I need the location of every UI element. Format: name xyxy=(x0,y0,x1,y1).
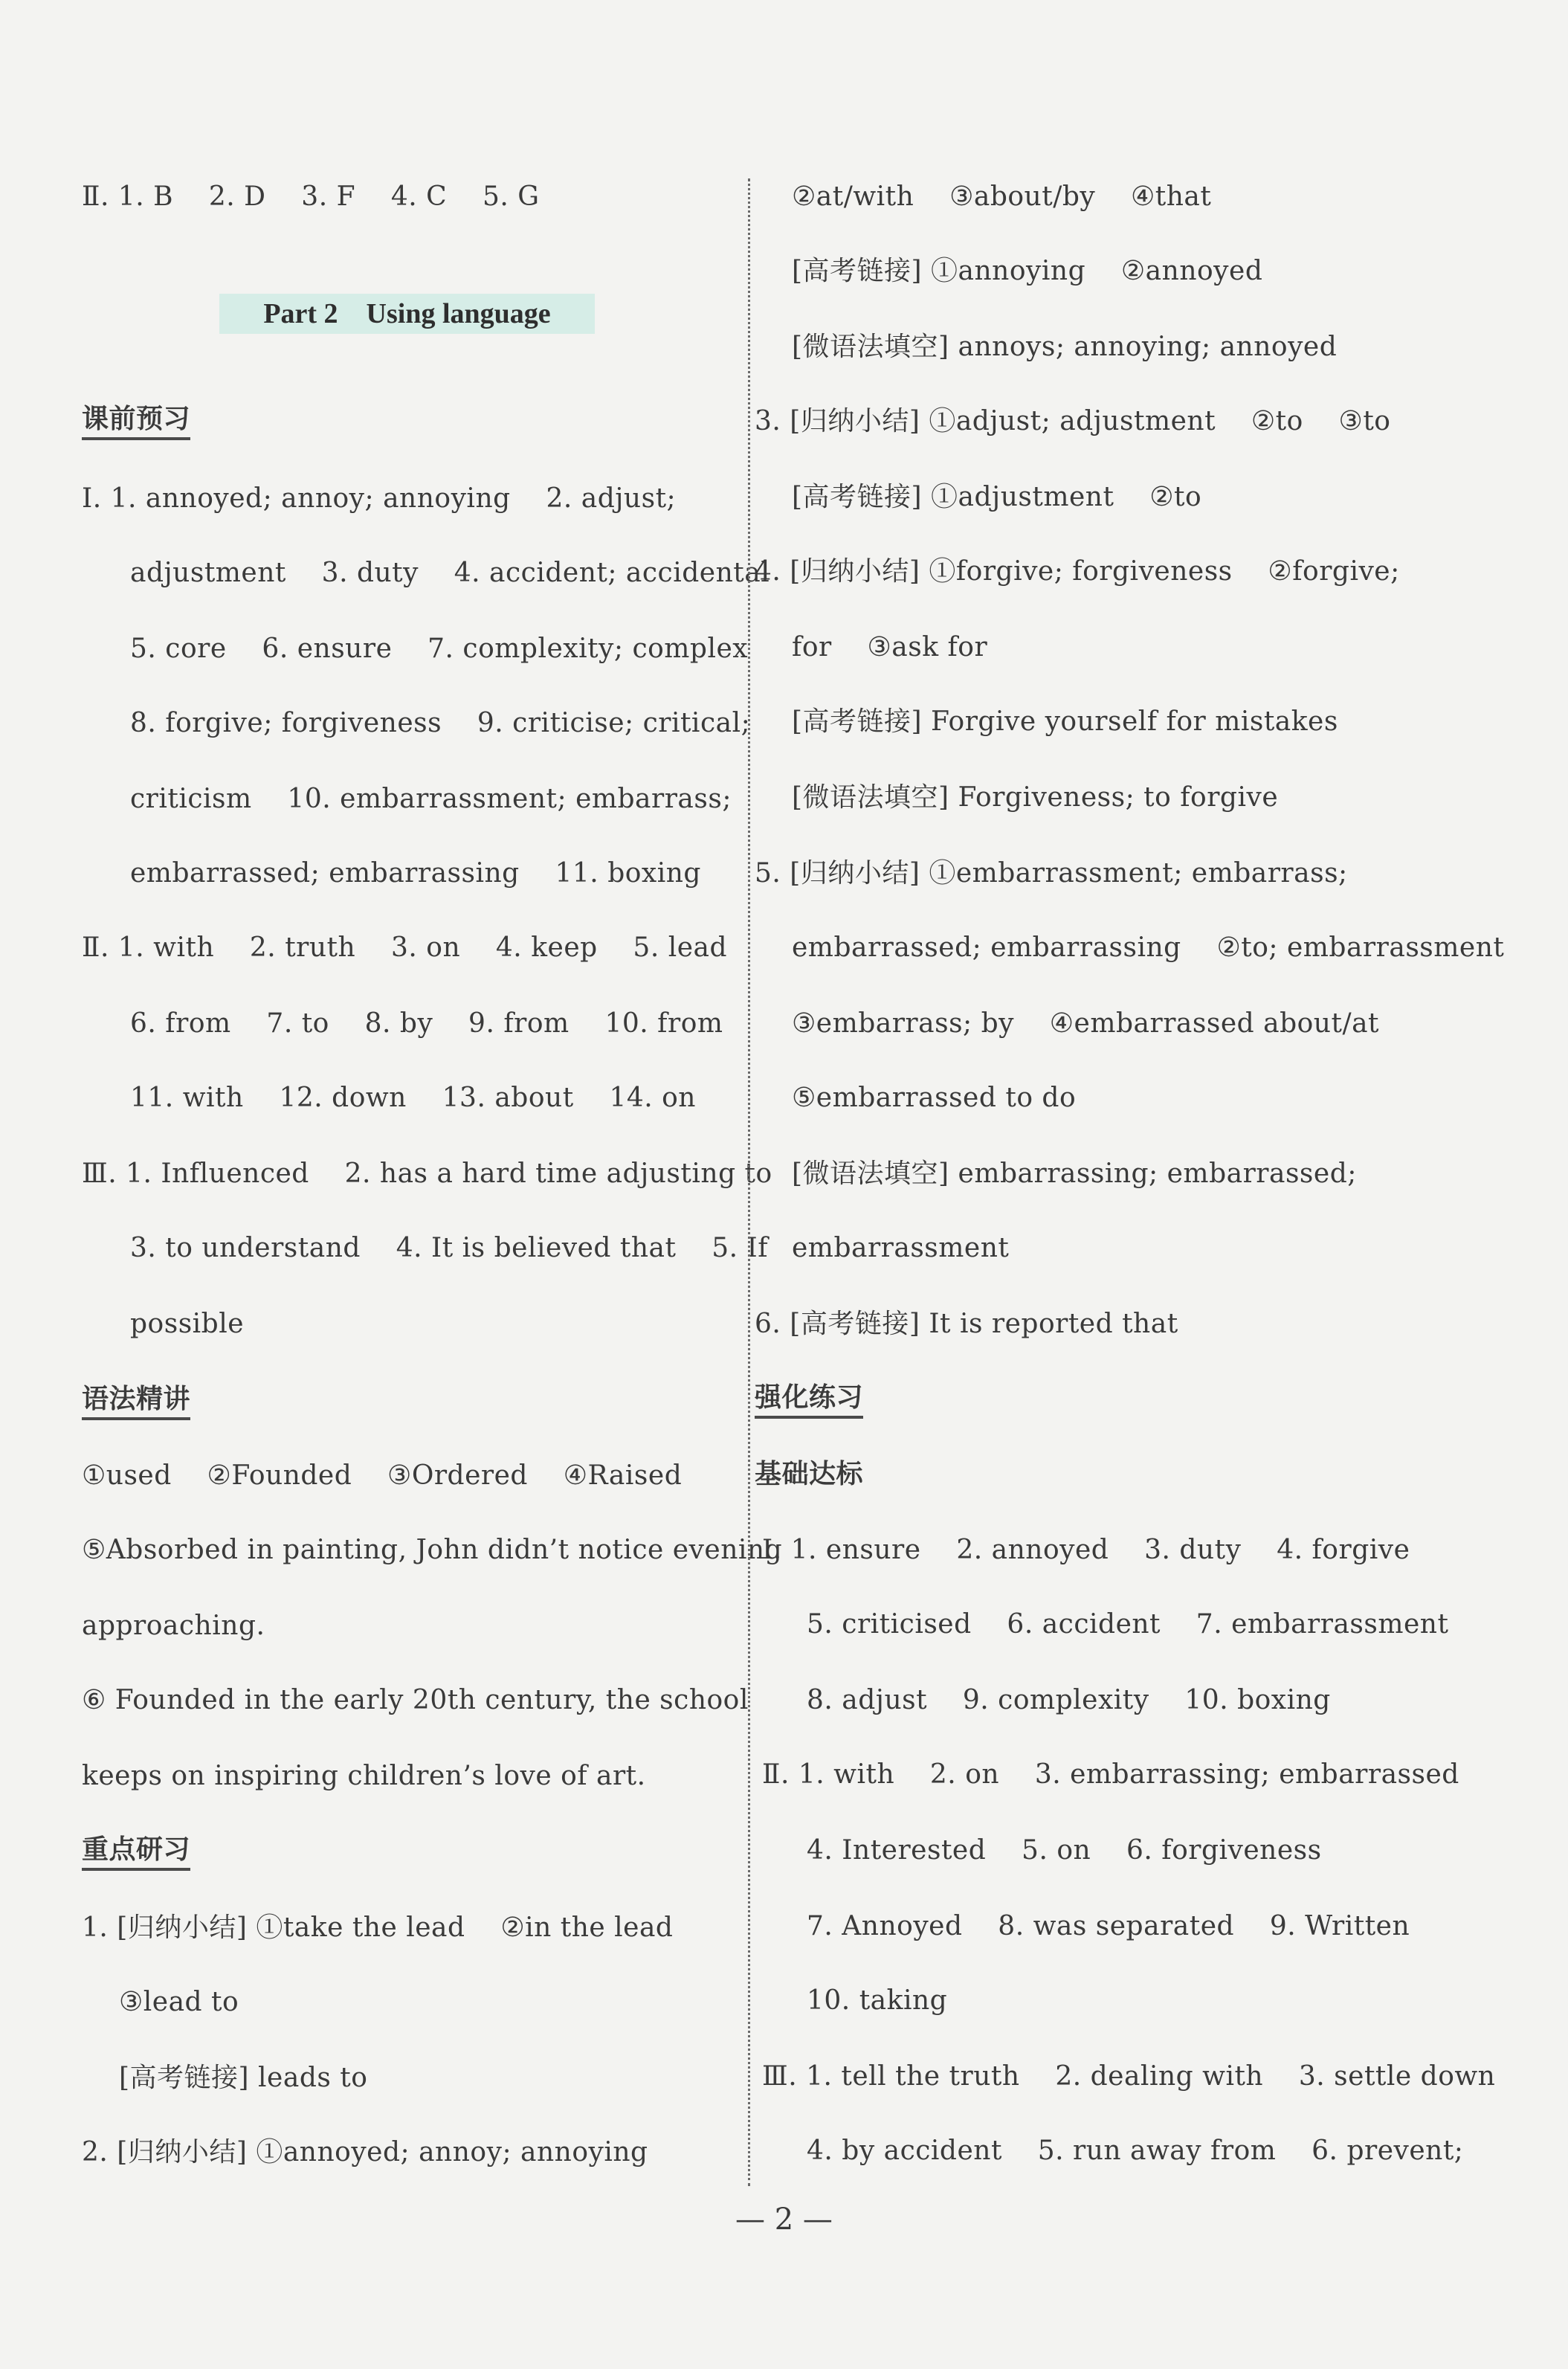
right-line-26: Ⅲ. 1. tell the truth 2. dealing with 3. settle down xyxy=(762,2061,1496,2092)
left-line-13: 3. to understand 4. It is believed that 5. If xyxy=(130,1233,769,1263)
left-line-12: Ⅲ. 1. Influenced 2. has a hard time adjusting to xyxy=(82,1158,772,1189)
right-line-16: 6. [高考链接] It is reported that xyxy=(755,1309,1178,1339)
right-line-19: Ⅰ. 1. ensure 2. annoyed 3. duty 4. forgive xyxy=(762,1535,1410,1565)
right-line-8: [高考链接] Forgive yourself for mistakes xyxy=(792,706,1338,737)
right-line-12: ③embarrass; by ④embarrassed about/at xyxy=(792,1008,1380,1039)
left-line-22: 1. [归纳小结] ①take the lead ②in the lead xyxy=(82,1912,674,1943)
right-line-9: [微语法填空] Forgiveness; to forgive xyxy=(792,782,1279,813)
left-line-1: Ⅱ. 1. B 2. D 3. F 4. C 5. G xyxy=(82,181,540,212)
right-line-20: 5. criticised 6. accident 7. embarrassment xyxy=(807,1609,1449,1640)
left-line-5: 5. core 6. ensure 7. complexity; complex xyxy=(130,634,749,664)
left-line-20: keeps on inspiring children’s love of art. xyxy=(82,1761,646,1791)
right-line-25: 10. taking xyxy=(807,1985,948,2016)
left-line-16: ①used ②Founded ③Ordered ④Raised xyxy=(82,1460,683,1491)
left-line-10: 6. from 7. to 8. by 9. from 10. from xyxy=(130,1008,723,1039)
right-line-23: 4. Interested 5. on 6. forgiveness xyxy=(807,1835,1322,1866)
right-line-24: 7. Annoyed 8. was separated 9. Written xyxy=(807,1911,1410,1941)
left-line-17: ⑤Absorbed in painting, John didn’t notice evening xyxy=(82,1535,783,1565)
left-line-7: criticism 10. embarrassment; embarrass; xyxy=(130,784,732,814)
left-line-18: approaching. xyxy=(82,1611,265,1641)
section-heading-preview: 课前预习 xyxy=(82,403,190,440)
section-heading-grammar: 语法精讲 xyxy=(82,1383,190,1420)
section-heading-key-study: 重点研习 xyxy=(82,1834,190,1871)
part-title: Part 2 Using language xyxy=(219,294,595,334)
left-line-9: Ⅱ. 1. with 2. truth 3. on 4. keep 5. lead xyxy=(82,932,728,963)
page-number: — 2 — xyxy=(735,2202,833,2237)
right-line-1: ②at/with ③about/by ④that xyxy=(792,181,1212,212)
right-line-27: 4. by accident 5. run away from 6. prevent; xyxy=(807,2136,1464,2166)
right-line-3: [微语法填空] annoys; annoying; annoyed xyxy=(792,332,1338,362)
left-line-6: 8. forgive; forgiveness 9. criticise; critical; xyxy=(130,708,751,738)
right-line-14: [微语法填空] embarrassing; embarrassed; xyxy=(792,1158,1357,1189)
right-line-5: [高考链接] ①adjustment ②to xyxy=(792,482,1202,512)
left-line-4: adjustment 3. duty 4. accident; accidental xyxy=(130,558,770,588)
right-line-2: [高考链接] ①annoying ②annoyed xyxy=(792,256,1263,286)
column-divider xyxy=(748,178,750,2186)
left-line-19: ⑥ Founded in the early 20th century, the school xyxy=(82,1685,749,1715)
right-line-11: embarrassed; embarrassing ②to; embarrassment xyxy=(792,932,1505,963)
right-line-22: Ⅱ. 1. with 2. on 3. embarrassing; embarrassed xyxy=(762,1759,1459,1790)
right-line-21: 8. adjust 9. complexity 10. boxing xyxy=(807,1685,1331,1715)
left-line-23: ③lead to xyxy=(119,1987,239,2017)
right-line-10: 5. [归纳小结] ①embarrassment; embarrass; xyxy=(755,858,1348,889)
right-line-4: 3. [归纳小结] ①adjust; adjustment ②to ③to xyxy=(755,406,1391,436)
left-line-8: embarrassed; embarrassing 11. boxing xyxy=(130,858,701,889)
right-line-15: embarrassment xyxy=(792,1233,1010,1263)
left-line-3: Ⅰ. 1. annoyed; annoy; annoying 2. adjust; xyxy=(82,483,677,514)
section-heading-practice: 强化练习 xyxy=(755,1382,863,1419)
left-line-11: 11. with 12. down 13. about 14. on xyxy=(130,1083,696,1113)
left-line-24: [高考链接] leads to xyxy=(119,2063,368,2093)
right-line-7: for ③ask for xyxy=(792,632,988,663)
right-line-6: 4. [归纳小结] ①forgive; forgiveness ②forgive; xyxy=(755,556,1400,587)
right-line-13: ⑤embarrassed to do xyxy=(792,1083,1077,1113)
left-line-14: possible xyxy=(130,1309,245,1339)
subheading-basic: 基础达标 xyxy=(755,1459,864,1489)
left-line-25: 2. [归纳小结] ①annoyed; annoy; annoying xyxy=(82,2137,648,2167)
